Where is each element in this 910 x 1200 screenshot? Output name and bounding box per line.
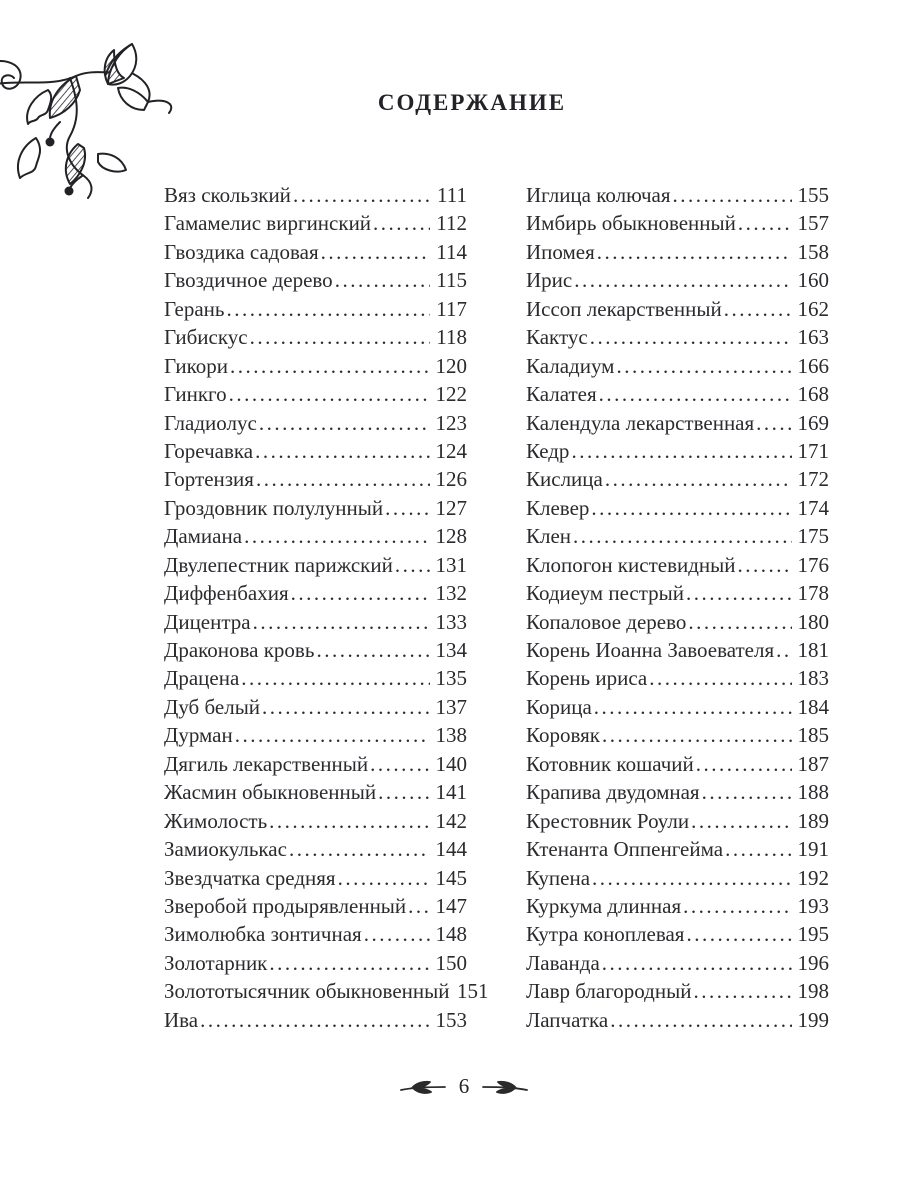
toc-entry <box>164 266 467 294</box>
toc-entry-page: 115 <box>436 268 467 293</box>
toc-entry-page: 117 <box>436 296 467 321</box>
toc-entry-title: Коровяк <box>526 723 600 748</box>
dot-leader <box>233 721 430 749</box>
toc-entry-page: 127 <box>435 495 467 520</box>
toc-entry-page: 162 <box>797 296 829 321</box>
dot-leader <box>227 380 430 408</box>
dot-leader <box>589 494 792 522</box>
toc-entry-title: Золототысячник обыкновенный <box>164 979 450 1004</box>
toc-entry-page: 138 <box>435 723 467 748</box>
toc-entry-page: 183 <box>797 666 829 691</box>
dot-leader <box>239 664 430 692</box>
dot-leader <box>253 437 430 465</box>
toc-entry-page: 145 <box>435 865 467 890</box>
toc-entry-title: Ирис <box>526 268 573 293</box>
toc-entry-page: 192 <box>797 865 829 890</box>
toc-entry <box>526 551 829 579</box>
toc-entry-page: 135 <box>435 666 467 691</box>
toc-entry-title: Драцена <box>164 666 240 691</box>
toc-entry-title: Крестовник Роули <box>526 808 690 833</box>
toc-entry <box>164 835 467 863</box>
toc-entry-page: 198 <box>797 979 829 1004</box>
dot-leader <box>597 380 792 408</box>
toc-entry-title: Зверобой продырявленный <box>164 893 407 918</box>
toc-entry <box>164 209 467 237</box>
toc-entry <box>164 494 467 522</box>
toc-entry-page: 191 <box>797 837 829 862</box>
dot-leader <box>694 750 792 778</box>
toc-entry <box>526 522 829 550</box>
toc-entry-page: 174 <box>797 495 829 520</box>
toc-entry <box>164 238 467 266</box>
page-title: СОДЕРЖАНИЕ <box>377 90 567 115</box>
toc-entry-title: Купена <box>526 865 591 890</box>
dot-leader <box>251 608 430 636</box>
dot-leader <box>684 579 792 607</box>
toc-entry-title: Диффенбахия <box>164 581 289 606</box>
toc-entry <box>526 807 829 835</box>
dot-leader <box>406 892 430 920</box>
dot-leader <box>588 323 792 351</box>
toc-entry-title: Куркума длинная <box>526 893 682 918</box>
toc-entry-title: Лапчатка <box>526 1007 609 1032</box>
toc-entry-page: 128 <box>435 524 467 549</box>
toc-entry-page: 114 <box>436 239 467 264</box>
toc-entry <box>526 721 829 749</box>
dot-leader <box>592 693 792 721</box>
dot-leader <box>569 437 792 465</box>
toc-entry <box>526 437 829 465</box>
toc-entry-title: Ипомея <box>526 239 595 264</box>
toc-entry-page: 126 <box>435 467 467 492</box>
toc-entry-title: Гамамелис виргинский <box>164 211 372 236</box>
toc-entry <box>164 380 467 408</box>
toc-entry <box>164 409 467 437</box>
page-number: 6 <box>458 1074 470 1098</box>
toc-entry-page: 124 <box>435 438 467 463</box>
dot-leader <box>393 551 430 579</box>
toc-entry-title: Каладиум <box>526 353 615 378</box>
dot-leader <box>225 295 431 323</box>
toc-entry-page: 163 <box>797 325 829 350</box>
toc-entry-title: Ктенанта Оппенгейма <box>526 837 724 862</box>
toc-entry-page: 188 <box>797 780 829 805</box>
toc-entry-page: 157 <box>797 211 829 236</box>
dot-leader <box>291 181 430 209</box>
toc-entry-page: 185 <box>797 723 829 748</box>
dot-leader <box>600 721 792 749</box>
toc-entry-title: Дуб белый <box>164 694 261 719</box>
toc-entry-title: Кодиеум пестрый <box>526 581 685 606</box>
dot-leader <box>736 551 793 579</box>
toc-entry <box>164 1006 467 1034</box>
dot-leader <box>242 522 430 550</box>
toc-entry-page: 187 <box>797 751 829 776</box>
toc-entry <box>164 437 467 465</box>
toc-entry-page: 141 <box>435 780 467 805</box>
toc-entry-title: Лаванда <box>526 950 600 975</box>
toc-entry-page: 193 <box>797 893 829 918</box>
toc-entry-title: Корень Иоанна Завоевателя <box>526 638 775 662</box>
dot-leader <box>314 636 430 664</box>
dot-leader <box>686 608 792 636</box>
toc-entry-title: Корица <box>526 694 592 719</box>
dot-leader <box>647 664 792 692</box>
dot-leader <box>257 409 430 437</box>
toc-entry-page: 118 <box>436 325 467 350</box>
toc-entry <box>526 864 829 892</box>
toc-entry-title: Гикори <box>164 353 228 378</box>
toc-column-right <box>526 181 829 1034</box>
toc-entry <box>164 636 467 664</box>
toc-entry-page: 160 <box>797 268 829 293</box>
dot-leader <box>333 266 430 294</box>
toc-entry <box>526 380 829 408</box>
toc-entry-title: Гинкго <box>164 382 227 407</box>
toc-entry-title: Гладиолус <box>164 410 257 435</box>
toc-entry-title: Жасмин обыкновенный <box>164 780 377 805</box>
dot-leader <box>671 181 792 209</box>
toc-entry-title: Иссоп лекарственный <box>526 296 722 321</box>
dot-leader <box>267 949 430 977</box>
toc-entry-page: 132 <box>435 581 467 606</box>
dot-leader <box>681 892 792 920</box>
toc-entry <box>526 664 829 692</box>
toc-entry <box>164 721 467 749</box>
dot-leader <box>571 522 792 550</box>
toc-entry-title: Зимолюбка зонтичная <box>164 922 362 947</box>
dot-leader <box>700 778 792 806</box>
toc-entry <box>526 693 829 721</box>
toc-entry-title: Копаловое дерево <box>526 609 687 634</box>
dot-leader <box>376 778 430 806</box>
vine-illustration <box>0 26 185 206</box>
toc-entry-title: Календула лекарственная <box>526 410 755 435</box>
toc-entry-page: 120 <box>435 353 467 378</box>
toc-entry-title: Дурман <box>164 723 233 748</box>
toc-entry-title: Клевер <box>526 495 590 520</box>
toc-entry-page: 195 <box>797 922 829 947</box>
toc-entry-title: Двулепестник парижский <box>164 552 393 577</box>
dot-leader <box>595 238 792 266</box>
toc-entry-title: Ива <box>164 1007 199 1032</box>
toc-entry <box>164 352 467 380</box>
dot-leader <box>254 465 430 493</box>
dot-leader <box>289 579 430 607</box>
toc-entry-title: Дягиль лекарственный <box>164 751 369 776</box>
toc-entry-page: 184 <box>797 694 829 719</box>
toc-entry-title: Калатея <box>526 382 597 407</box>
dot-leader <box>691 977 792 1005</box>
toc-entry-title: Дамиана <box>164 524 243 549</box>
toc-entry-page: 181 <box>797 638 829 662</box>
toc-entry <box>164 551 467 579</box>
toc-entry <box>164 465 467 493</box>
toc-entry <box>526 750 829 778</box>
dot-leader <box>371 209 430 237</box>
toc-entry <box>164 949 467 977</box>
toc-entry-page: 140 <box>435 751 467 776</box>
toc-entry-page: 199 <box>797 1007 829 1032</box>
dot-leader <box>260 693 430 721</box>
toc-entry-page: 147 <box>435 893 467 918</box>
toc-entry-page: 189 <box>797 808 829 833</box>
toc-entry <box>526 465 829 493</box>
toc-entry-title: Крапива двудомная <box>526 780 700 805</box>
toc-entry-page: 111 <box>437 183 467 207</box>
toc-entry-title: Герань <box>164 296 225 321</box>
toc-entry <box>526 835 829 863</box>
toc-entry-title: Гортензия <box>164 467 254 492</box>
toc-entry <box>164 750 467 778</box>
toc-entry <box>526 209 829 237</box>
vine-leaves-icon <box>0 193 185 210</box>
toc-entry-title: Клопогон кистевидный <box>526 552 736 577</box>
dot-leader <box>198 1006 430 1034</box>
toc-entry <box>164 323 467 351</box>
toc-entry <box>164 977 489 1005</box>
dot-leader <box>228 352 430 380</box>
toc-entry <box>526 892 829 920</box>
dot-leader <box>684 920 792 948</box>
toc-entry <box>526 778 829 806</box>
toc-column-left <box>164 181 489 1034</box>
toc-entry <box>526 409 829 437</box>
toc-entry-title: Лавр благородный <box>526 979 692 1004</box>
toc-entry-page: 153 <box>435 1007 467 1032</box>
toc-entry-title: Дицентра <box>164 609 251 634</box>
toc-entry-title: Иглица колючая <box>526 183 671 207</box>
toc-entry-title: Кутра коноплевая <box>526 922 685 947</box>
toc-entry <box>164 522 467 550</box>
toc-entry <box>526 494 829 522</box>
toc-entry-page: 133 <box>435 609 467 634</box>
toc-entry <box>526 266 829 294</box>
toc-entry-title: Имбирь обыкновенный <box>526 211 736 236</box>
toc-entry-page: 175 <box>797 524 829 549</box>
toc-entry-page: 169 <box>797 410 829 435</box>
toc-entry-page: 166 <box>797 353 829 378</box>
toc-entry-page: 168 <box>797 382 829 407</box>
toc-entry-page: 142 <box>435 808 467 833</box>
toc-entry-page: 131 <box>435 552 467 577</box>
toc-entry-page: 144 <box>435 837 467 862</box>
toc-entry <box>526 352 829 380</box>
dot-leader <box>689 807 792 835</box>
toc-entry <box>526 181 829 209</box>
dot-leader <box>600 949 792 977</box>
toc-entry-title: Гвоздика садовая <box>164 239 319 264</box>
toc-entry <box>164 295 467 323</box>
toc-entry-page: 178 <box>797 581 829 606</box>
toc-entry-page: 150 <box>435 950 467 975</box>
toc-entry-title: Звездчатка средняя <box>164 865 336 890</box>
toc-entry <box>526 608 829 636</box>
toc-entry <box>164 807 467 835</box>
toc-entry <box>164 892 467 920</box>
dot-leader <box>383 494 430 522</box>
dot-leader <box>736 209 792 237</box>
toc-entry <box>526 977 829 1005</box>
toc-entry <box>164 778 467 806</box>
toc-entry-title: Гвоздичное дерево <box>164 268 333 293</box>
toc-entry-page: 155 <box>797 183 829 207</box>
toc-entry <box>164 664 467 692</box>
page-footer <box>0 1074 910 1099</box>
dot-leader <box>267 807 430 835</box>
toc-entry <box>526 949 829 977</box>
toc-entry-title: Гроздовник полулунный <box>164 495 384 520</box>
toc-entry-title: Кислица <box>526 467 603 492</box>
toc-entry-title: Кактус <box>526 325 588 350</box>
toc-entry-title: Кедр <box>526 438 570 463</box>
toc-entry-title: Вяз скользкий <box>164 183 291 207</box>
dot-leader <box>774 636 792 664</box>
dot-leader <box>248 323 430 351</box>
toc-entry-title: Замиокулькас <box>164 837 287 862</box>
dot-leader <box>614 352 792 380</box>
toc-entry-page: 196 <box>797 950 829 975</box>
toc-entry-page: 158 <box>797 239 829 264</box>
toc-entry-page: 151 <box>457 979 489 1004</box>
toc-entry-page: 171 <box>797 438 829 463</box>
toc-entry <box>164 608 467 636</box>
toc-entry-page: 180 <box>797 609 829 634</box>
toc-entry-page: 176 <box>797 552 829 577</box>
toc-entry-page: 123 <box>435 410 467 435</box>
toc-entry <box>164 579 467 607</box>
toc-entry <box>526 238 829 266</box>
toc-entry-title: Драконова кровь <box>164 638 315 662</box>
leaf-ornament-right-icon <box>482 1079 528 1095</box>
dot-leader <box>603 465 792 493</box>
toc-entry <box>526 295 829 323</box>
toc-entry-page: 148 <box>435 922 467 947</box>
toc-entry <box>164 920 467 948</box>
toc-entry <box>526 323 829 351</box>
toc-entry <box>526 920 829 948</box>
toc-entry-page: 134 <box>435 638 467 662</box>
toc-entry <box>526 636 829 664</box>
toc-entry-title: Котовник кошачий <box>526 751 694 776</box>
leaf-ornament-left-icon <box>400 1079 446 1095</box>
dot-leader <box>368 750 430 778</box>
dot-leader <box>572 266 792 294</box>
dot-leader <box>722 295 792 323</box>
dot-leader <box>590 864 792 892</box>
dot-leader <box>723 835 792 863</box>
toc-entry-page: 172 <box>797 467 829 492</box>
toc-entry <box>164 181 467 209</box>
toc-entry <box>526 1006 829 1034</box>
dot-leader <box>336 864 430 892</box>
toc-entry-page: 112 <box>436 211 467 236</box>
dot-leader <box>754 409 792 437</box>
toc-entry-page: 137 <box>435 694 467 719</box>
dot-leader <box>608 1006 792 1034</box>
toc-entry <box>526 579 829 607</box>
toc-entry-title: Клен <box>526 524 572 549</box>
toc-entry-title: Горечавка <box>164 438 254 463</box>
dot-leader <box>362 920 430 948</box>
dot-leader <box>287 835 430 863</box>
toc-entry-title: Золотарник <box>164 950 268 975</box>
toc-entry <box>164 864 467 892</box>
toc-entry-page: 122 <box>435 382 467 407</box>
toc-entry-title: Жимолость <box>164 808 268 833</box>
toc-entry-title: Корень ириса <box>526 666 648 691</box>
toc-entry <box>164 693 467 721</box>
dot-leader <box>319 238 430 266</box>
toc-entry-title: Гибискус <box>164 325 248 350</box>
